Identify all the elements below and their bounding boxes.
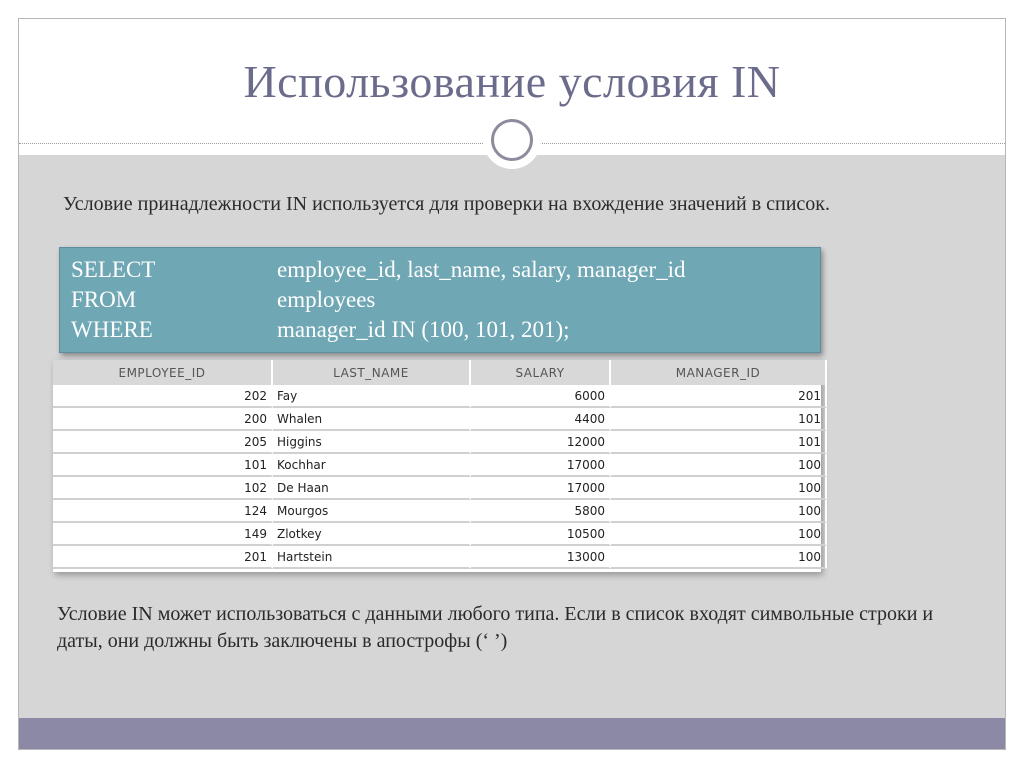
table-row bbox=[53, 500, 827, 523]
cell-employee-id: 101 bbox=[53, 454, 273, 477]
cell-manager-id: 100 bbox=[611, 500, 827, 523]
column-header-employee-id: EMPLOYEE_ID bbox=[53, 360, 273, 385]
slide-title: Использование условия IN bbox=[243, 56, 781, 107]
cell-employee-id: 200 bbox=[53, 408, 273, 431]
table-header-row bbox=[53, 360, 827, 385]
table-row bbox=[53, 477, 827, 500]
cell-employee-id: 202 bbox=[53, 385, 273, 408]
sql-keyword: WHERE bbox=[71, 317, 153, 342]
cell-salary: 17000 bbox=[471, 477, 611, 500]
circle-ornament-icon bbox=[483, 111, 541, 169]
table-row bbox=[53, 454, 827, 477]
cell-salary: 12000 bbox=[471, 431, 611, 454]
intro-paragraph: Условие принадлежности IN используется для проверки на вхождение значений в список. bbox=[63, 193, 831, 215]
cell-manager-id: 101 bbox=[611, 431, 827, 454]
sql-keyword: SELECT bbox=[71, 257, 156, 282]
cell-salary: 4400 bbox=[471, 408, 611, 431]
cell-salary: 5800 bbox=[471, 500, 611, 523]
cell-last-name: Zlotkey bbox=[273, 523, 471, 546]
cell-last-name: Higgins bbox=[273, 431, 471, 454]
sql-value: employees bbox=[277, 287, 376, 312]
column-header-salary: SALARY bbox=[471, 360, 611, 385]
cell-employee-id: 201 bbox=[53, 546, 273, 569]
cell-last-name: Whalen bbox=[273, 408, 471, 431]
cell-manager-id: 100 bbox=[611, 477, 827, 500]
table-row bbox=[53, 546, 827, 569]
table-row bbox=[53, 408, 827, 431]
cell-last-name: Kochhar bbox=[273, 454, 471, 477]
cell-last-name: Fay bbox=[273, 385, 471, 408]
cell-employee-id: 205 bbox=[53, 431, 273, 454]
cell-last-name: Mourgos bbox=[273, 500, 471, 523]
cell-manager-id: 101 bbox=[611, 408, 827, 431]
slide bbox=[18, 18, 1006, 750]
sql-keyword: FROM bbox=[71, 287, 137, 312]
footer-bar bbox=[19, 718, 1005, 750]
table-row bbox=[53, 431, 827, 454]
table-row bbox=[53, 385, 827, 408]
cell-manager-id: 100 bbox=[611, 523, 827, 546]
cell-employee-id: 124 bbox=[53, 500, 273, 523]
cell-last-name: De Haan bbox=[273, 477, 471, 500]
ornament-ring bbox=[491, 119, 533, 161]
cell-last-name: Hartstein bbox=[273, 546, 471, 569]
cell-employee-id: 102 bbox=[53, 477, 273, 500]
cell-salary: 17000 bbox=[471, 454, 611, 477]
sql-value: manager_id IN (100, 101, 201); bbox=[277, 317, 570, 342]
column-header-manager-id: MANAGER_ID bbox=[611, 360, 827, 385]
cell-salary: 10500 bbox=[471, 523, 611, 546]
cell-manager-id: 100 bbox=[611, 454, 827, 477]
cell-manager-id: 100 bbox=[611, 546, 827, 569]
note-paragraph: Условие IN может использоваться с данными любого типа. Если в список входят символьные строки и даты, они должны быть заключены в апострофы (‘ ’) bbox=[57, 603, 934, 652]
cell-manager-id: 201 bbox=[611, 385, 827, 408]
table-row bbox=[53, 523, 827, 546]
query-result-table bbox=[53, 360, 821, 572]
cell-salary: 6000 bbox=[471, 385, 611, 408]
cell-salary: 13000 bbox=[471, 546, 611, 569]
sql-value: employee_id, last_name, salary, manager_id bbox=[277, 257, 686, 282]
sql-code-box bbox=[59, 247, 821, 353]
cell-employee-id: 149 bbox=[53, 523, 273, 546]
column-header-last-name: LAST_NAME bbox=[273, 360, 471, 385]
